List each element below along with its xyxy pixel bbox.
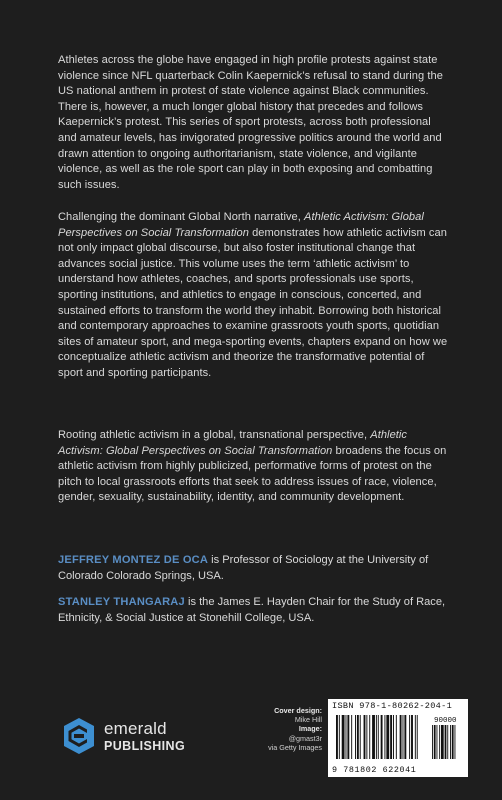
barcode-bar	[346, 715, 347, 759]
barcode-addon-bar	[432, 725, 433, 759]
blurb-text-2b: demonstrates how athletic activism can not only impact global discourse, but also foster institutional change that advances social justice. This volume uses the term ‘athletic activism’ to understand how athletes, coaches, and sports professionals use sports, sporting institutions, and athletics to engage in conscious, concerted, and sustained efforts to transform the world they inhabit. Borrowing both historical and contemporary approaches to examine grassroots youth sports, quotidian sites of amateur sport, and mega-sporting events, chapters expand on how we conceptualize athletic activism and theorize the transformative potential of sport and sporting participants.	[58, 226, 448, 379]
barcode-bar	[384, 715, 385, 759]
isbn-text: ISBN 978-1-80262-204-1	[332, 701, 453, 711]
blurb-paragraph-2	[58, 210, 450, 382]
barcode-bar	[417, 715, 418, 759]
barcode-bar	[396, 715, 397, 759]
barcode-addon-bar	[437, 725, 438, 759]
publisher-subname: PUBLISHING	[104, 739, 186, 753]
book-title-italic: Athletic Activism: Global Perspectives on Social Transformation	[58, 429, 408, 457]
author-name: JEFFREY MONTEZ DE OCA	[58, 554, 209, 566]
barcode-addon-bar	[452, 725, 454, 759]
author-bio-1	[58, 553, 450, 584]
barcode-bar	[411, 715, 413, 759]
barcode-addon-bar	[447, 725, 448, 759]
barcode-bar	[376, 715, 377, 759]
author-name: STANLEY THANGARAJ	[58, 596, 185, 608]
barcode-bar	[404, 715, 406, 759]
barcode-bar	[347, 715, 349, 759]
barcode-bar	[390, 715, 392, 759]
price-code: 90000	[434, 717, 457, 725]
barcode-bar	[409, 715, 410, 759]
barcode-addon-bar	[439, 725, 440, 759]
barcode-digits: 9 781802 622041	[332, 765, 417, 775]
barcode-bar	[366, 715, 367, 759]
barcode-bar	[369, 715, 370, 759]
barcode-bar	[415, 715, 416, 759]
barcode-bar	[351, 715, 352, 759]
barcode-bar	[393, 715, 394, 759]
barcode-bar	[357, 715, 359, 759]
book-title-italic: Athletic Activism: Global Perspectives on Social Transformation	[58, 211, 424, 239]
barcode-bar	[386, 715, 389, 759]
barcode-addon-bar	[455, 725, 456, 759]
barcode-bars	[334, 711, 462, 763]
isbn-barcode	[328, 699, 468, 777]
author-bio-text: is the James E. Hayden Chair for the Study of Race, Ethnicity, & Social Justice at Stonehill College, USA.	[58, 596, 446, 624]
barcode-addon-bar	[450, 725, 451, 759]
emerald-logo-icon	[62, 716, 96, 756]
barcode-bar	[336, 715, 338, 759]
image-label: Image:	[298, 724, 322, 734]
barcode-bar	[360, 715, 361, 759]
image-credit-2: via Getty Images	[268, 742, 322, 752]
barcode-bar	[372, 715, 375, 759]
image-credit-1: @gmast3r	[288, 733, 322, 743]
barcode-addon-bar	[445, 725, 447, 759]
barcode-bar	[355, 715, 356, 759]
barcode-bar	[364, 715, 366, 759]
barcode-bar	[400, 715, 402, 759]
cover-design-label: Cover design:	[274, 706, 322, 715]
barcode-addon-bar	[441, 725, 444, 759]
barcode-bar	[342, 715, 345, 759]
author-bio-2	[58, 595, 450, 626]
publisher-name: emerald	[104, 719, 167, 738]
barcode-bar	[339, 715, 340, 759]
barcode-bar	[381, 715, 383, 759]
publisher-logo	[62, 716, 192, 756]
blurb-text-3b: broadens the focus on athletic activism from highly publicized, performative forms of protest on the pitch to local grassroots efforts that seek to address issues of race, violence, gender, sexuality, sustainability, identity, and community development.	[58, 444, 447, 504]
barcode-bar	[378, 715, 379, 759]
blurb-text-2a: Challenging the dominant Global North narrative,	[58, 211, 305, 223]
cover-credits	[248, 706, 322, 752]
blurb-paragraph-3	[58, 428, 450, 506]
blurb-text-1: Athletes across the globe have engaged in high profile protests against state violence since NFL quarterback Colin Kaepernick’s refusal to stand during the US national anthem in protest of state violence against Black communities. There is, however, a much longer global history that precedes and follows Kaepernick’s protest. This series of sport protests, across both professional and amateur levels, has invigorated progressive politics around the world and drawn attention to ongoing authoritarianism, state violence, and vigilante violence, as well as the role sport can play in both exposing and combatting such issues.	[58, 54, 443, 191]
cover-design-value: Mike Hill	[294, 715, 322, 725]
blurb-text-3a: Rooting athletic activism in a global, transnational perspective,	[58, 429, 371, 441]
barcode-addon-bar	[434, 725, 436, 759]
author-bio-text: is Professor of Sociology at the University of Colorado Colorado Springs, USA.	[58, 554, 429, 582]
blurb-paragraph-1	[58, 53, 450, 193]
barcode-bar	[403, 715, 404, 759]
